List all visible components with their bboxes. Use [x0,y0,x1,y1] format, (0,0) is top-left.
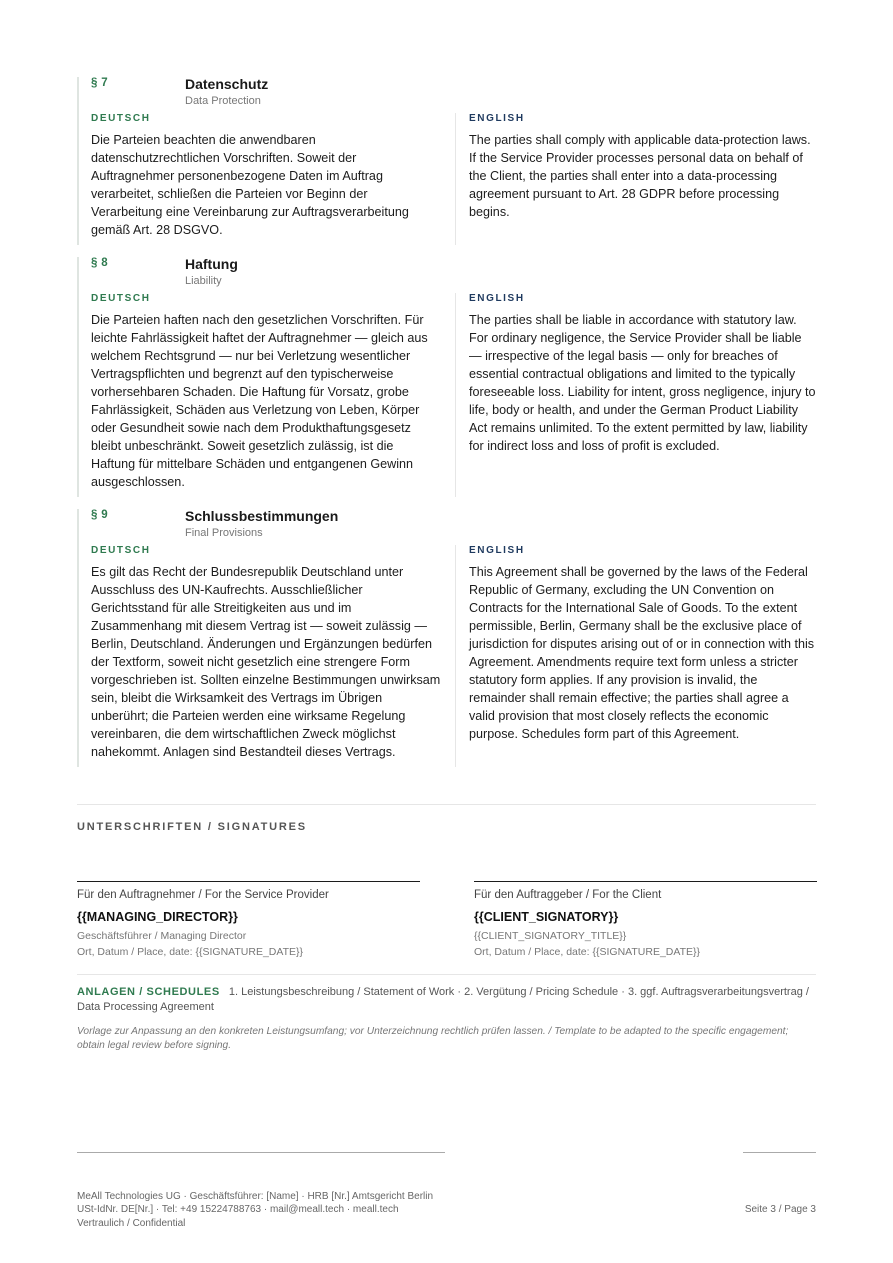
section-header [79,77,816,113]
english-label: ENGLISH [469,293,525,304]
signature-party: Für den Auftragnehmer / For the Service Provider [77,889,329,901]
footer-line-2: USt-IdNr. DE[Nr.] · Tel: +49 15224788763 · mail@meall.tech · meall.tech [77,1204,399,1216]
signatory-role: Geschäftsführer / Managing Director [77,930,247,942]
section-number: § 7 [91,77,108,89]
german-text: Die Parteien haften nach den gesetzlichen Vorschriften. Für leichte Fahrlässigkeit haftet der Auftragnehmer — gleich aus welchem Rechtsgrund — nur bei Verletzung wesentlicher Vertragspflichten und begrenzt auf den typischerweise vorhersehbaren Schaden. Die Haftung für Vorsatz, grobe Fahrlässigkeit, Schäden aus Verletzung von Leben, Körper oder Gesundheit sowie nach dem Produkthaftungsgesetz bleibt unbeschränkt. Soweit gesetzlich zulässig, ist die Haftung für mittelbare Schäden und entgangenen Gewinn ausgeschlossen. [91,313,428,489]
german-label: DEUTSCH [91,113,151,124]
section-7 [77,77,816,245]
footer-company-info [77,1190,433,1230]
german-label: DEUTSCH [91,545,151,556]
english-label: ENGLISH [469,113,525,124]
schedules-list [77,985,816,1015]
german-text: Die Parteien beachten die anwendbaren datenschutzrechtlichen Vorschriften. Soweit der Auftragnehmer personenbezogene Daten im Auftrag verarbeitet, schließen die Parteien vor Beginn der Verarbeitung eine Vereinbarung zur Auftragsverarbeitung gemäß Art. 28 DSGVO. [91,133,409,237]
signatures-heading: UNTERSCHRIFTEN / SIGNATURES [77,821,307,833]
section-number: § 9 [91,509,108,521]
english-text: The parties shall comply with applicable data-protection laws. If the Service Provider processes personal data on behalf of the Client, the parties shall enter into a data-processing agreement pursuant to Art. 28 GDPR before processing begins. [469,133,811,219]
section-9 [77,509,816,767]
section-number: § 8 [91,257,108,269]
signature-line [474,881,817,882]
german-text: Es gilt das Recht der Bundesrepublik Deutschland unter Ausschluss des UN-Kaufrechts. Ausschließlicher Gerichtsstand für alle Streitigkeiten aus und im Zusammenhang mit diesem Vertrag ist — soweit zulässig — Berlin, Deutschland. Änderungen und Ergänzungen bedürfen der Textform, soweit nicht gesetzlich eine strengere Form vorgeschrieben ist. Sollten einzelne Bestimmungen unwirksam sein, bleibt die Wirksamkeit des Vertrags im Übrigen unberührt; die Parteien werden eine wirksame Regelung vereinbaren, die dem wirtschaftlichen Zweck möglichst nahekommt. Anlagen sind Bestandteil dieses Vertrags. [91,565,441,759]
client-signature-block [474,881,817,960]
section-title: Haftung [185,256,238,272]
footer-rule-right [743,1152,816,1153]
schedules-label: ANLAGEN / SCHEDULES [77,986,220,998]
english-column [455,545,816,767]
page-number: Seite 3 / Page 3 [744,1204,816,1215]
signature-place-date: Ort, Datum / Place, date: {{SIGNATURE_DATE}} [474,946,701,958]
footer-line-3: Vertraulich / Confidential [77,1217,186,1229]
english-text: This Agreement shall be governed by the laws of the Federal Republic of Germany, excluding the UN Convention on Contracts for the International Sale of Goods. To the extent permissible, Berlin, Germany shall be the exclusive place of jurisdiction for disputes arising out of or in connection with this Agreement. Amendments require text form unless a stricter statutory form applies. If any provision is invalid, the remainder shall remain effective; the parties shall agree a valid provision that most closely reflects the economic purpose. Schedules form part of this Agreement. [469,565,815,741]
english-column [455,293,816,497]
section-header [79,257,816,293]
signature-line [77,881,420,882]
section-subtitle: Liability [185,275,222,287]
template-note: Vorlage zur Anpassung an den konkreten Leistungsumfang; vor Unterzeichnung rechtlich prüfen lassen. / Template to be adapted to the specific engagement; obtain legal review before signing. [77,1026,789,1051]
section-subtitle: Final Provisions [185,527,263,539]
schedules-text: 1. Leistungsbeschreibung / Statement of Work · 2. Vergütung / Pricing Schedule · 3. ggf. Auftragsverarbeitungsvertrag / Data Processing Agreement [77,986,809,1013]
signature-place-date: Ort, Datum / Place, date: {{SIGNATURE_DATE}} [77,946,304,958]
english-text: The parties shall be liable in accordance with statutory law. For ordinary negligence, the Service Provider shall be liable — irrespective of the legal basis — only for breaches of essential contractual obligations and limited to the typically foreseeable loss. Liability for intent, gross negligence, injury to life, body or health, and under the German Product Liability Act remains unlimited. To the extent permitted by law, liability for indirect loss and loss of profit is excluded. [469,313,816,453]
section-columns [79,113,816,245]
signature-party: Für den Auftraggeber / For the Client [474,889,662,901]
section-columns [79,545,816,767]
signatory-name: {{MANAGING_DIRECTOR}} [77,910,238,924]
german-column [79,545,455,767]
section-title: Schlussbestimmungen [185,508,339,524]
schedules-divider [77,974,816,975]
footer-line-1: MeAll Technologies UG · Geschäftsführer: [Name] · HRB [Nr.] Amtsgericht Berlin [77,1191,434,1202]
footer-rule [77,1152,445,1153]
section-title: Datenschutz [185,76,269,92]
english-column [455,113,816,245]
german-label: DEUTSCH [91,293,151,304]
section-8 [77,257,816,497]
section-header [79,509,816,545]
english-label: ENGLISH [469,545,525,556]
signatory-role: {{CLIENT_SIGNATORY_TITLE}} [474,930,627,942]
section-columns [79,293,816,497]
signatory-name: {{CLIENT_SIGNATORY}} [474,910,619,924]
provider-signature-block [77,881,420,960]
signatures-divider [77,804,816,805]
german-column [79,113,455,245]
german-column [79,293,455,497]
section-subtitle: Data Protection [185,95,261,107]
